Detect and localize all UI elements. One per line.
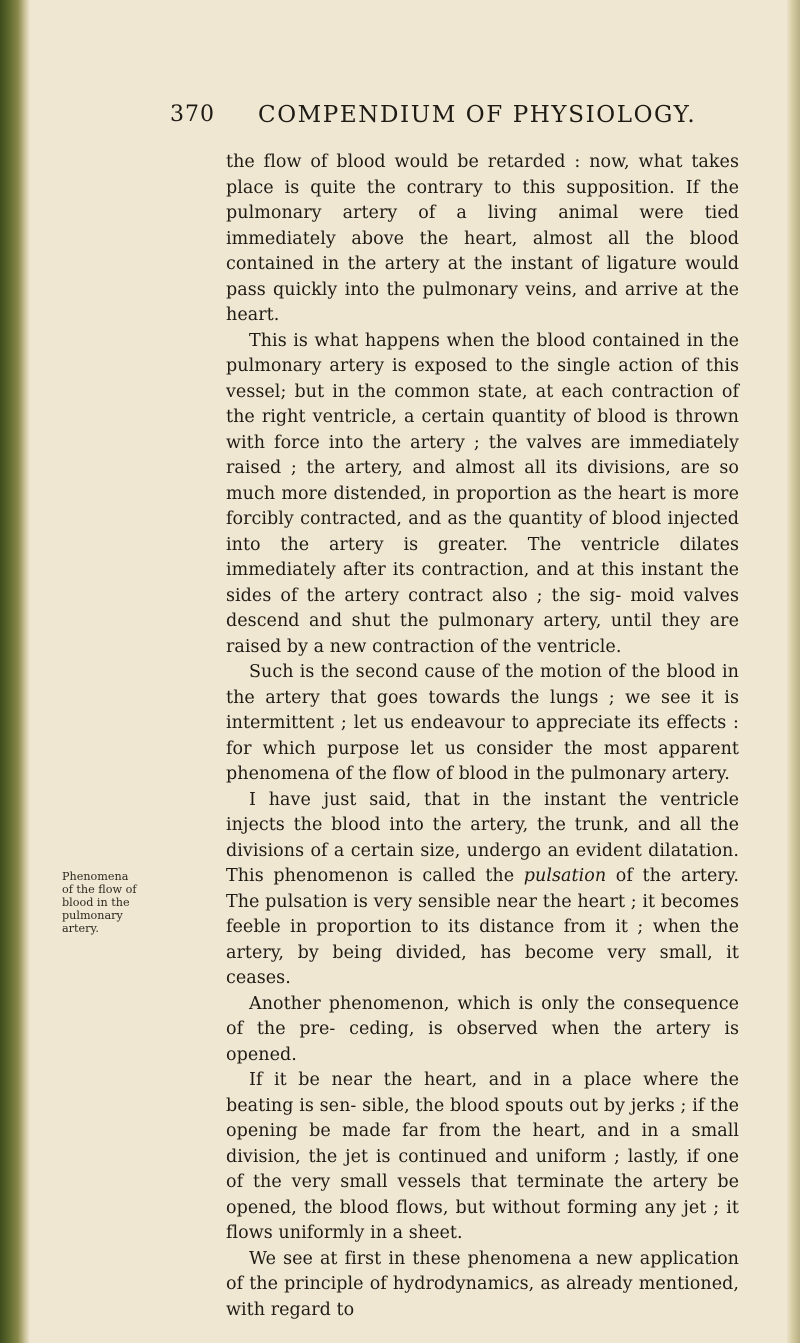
binding-gutter (0, 0, 30, 1343)
paragraph: the flow of blood would be retarded : now, what takes place is quite the contrary to this supposition. If the pulmonary artery of a living animal were tied immediately above the heart, almost all the blood contained in the artery at the instant of ligature would pass quickly into the pulmonary veins, and arrive at the heart. (226, 152, 739, 325)
margin-note: Phenomena of the flow of blood in the pulmonary artery. (62, 870, 137, 935)
page-header (170, 102, 770, 138)
paragraph: Another phenomenon, which is only the consequence of the pre- ceding, is observed when the artery is opened. (226, 993, 739, 1065)
page-number: 370 (170, 102, 215, 127)
paragraph-text: of the artery. The pulsation is very sensible near the heart ; it becomes feeble in proportion to its distance from it ; when the artery, by being divided, has become very small, it ceases. (226, 866, 739, 988)
paragraph (226, 788, 739, 992)
italic-term: pulsation (523, 866, 607, 886)
paragraph: If it be near the heart, and in a place where the beating is sen- sible, the blood spouts out by jerks ; if the opening be made far from the heart, and in a small division, the jet is continued and uniform ; lastly, if one of the very small vessels that terminate the artery be opened, the blood flows, but without forming any jet ; it flows uniformly in a sheet. (226, 1070, 739, 1243)
running-title: COMPENDIUM OF PHYSIOLOGY. (258, 102, 697, 128)
paragraph-text: I have just said, that in the instant the ventricle injects the blood into the artery, the trunk, and all the divisions of a certain size, undergo an evident dilatation. This phenomenon is called the (226, 789, 739, 886)
page-edge (786, 0, 800, 1343)
paragraph: Such is the second cause of the motion of the blood in the artery that goes towards the lungs ; we see it is intermittent ; let us endeavour to appreciate its effects : for which purpose let us consider the most apparent phenomena of the flow of blood in the pulmonary artery. (226, 662, 739, 784)
paragraph: This is what happens when the blood contained in the pulmonary artery is exposed to the single action of this vessel; but in the common state, at each contraction of the right ventricle, a certain quantity of blood is thrown with force into the artery ; the valves are immediately raised ; the artery, and almost all its divisions, are so much more distended, in proportion as the heart is more forcibly contracted, and as the quantity of blood injected into the artery is greater. The ventricle dilates immediately after its contraction, and at this instant the sides of the artery contract also ; the sig- moid valves descend and shut the pulmonary artery, until they are raised by a new contraction of the ventricle. (226, 330, 739, 657)
paragraph: We see at first in these phenomena a new application of the principle of hydrodynamics, as already mentioned, with regard to (226, 1248, 739, 1320)
body-text (226, 150, 739, 1323)
